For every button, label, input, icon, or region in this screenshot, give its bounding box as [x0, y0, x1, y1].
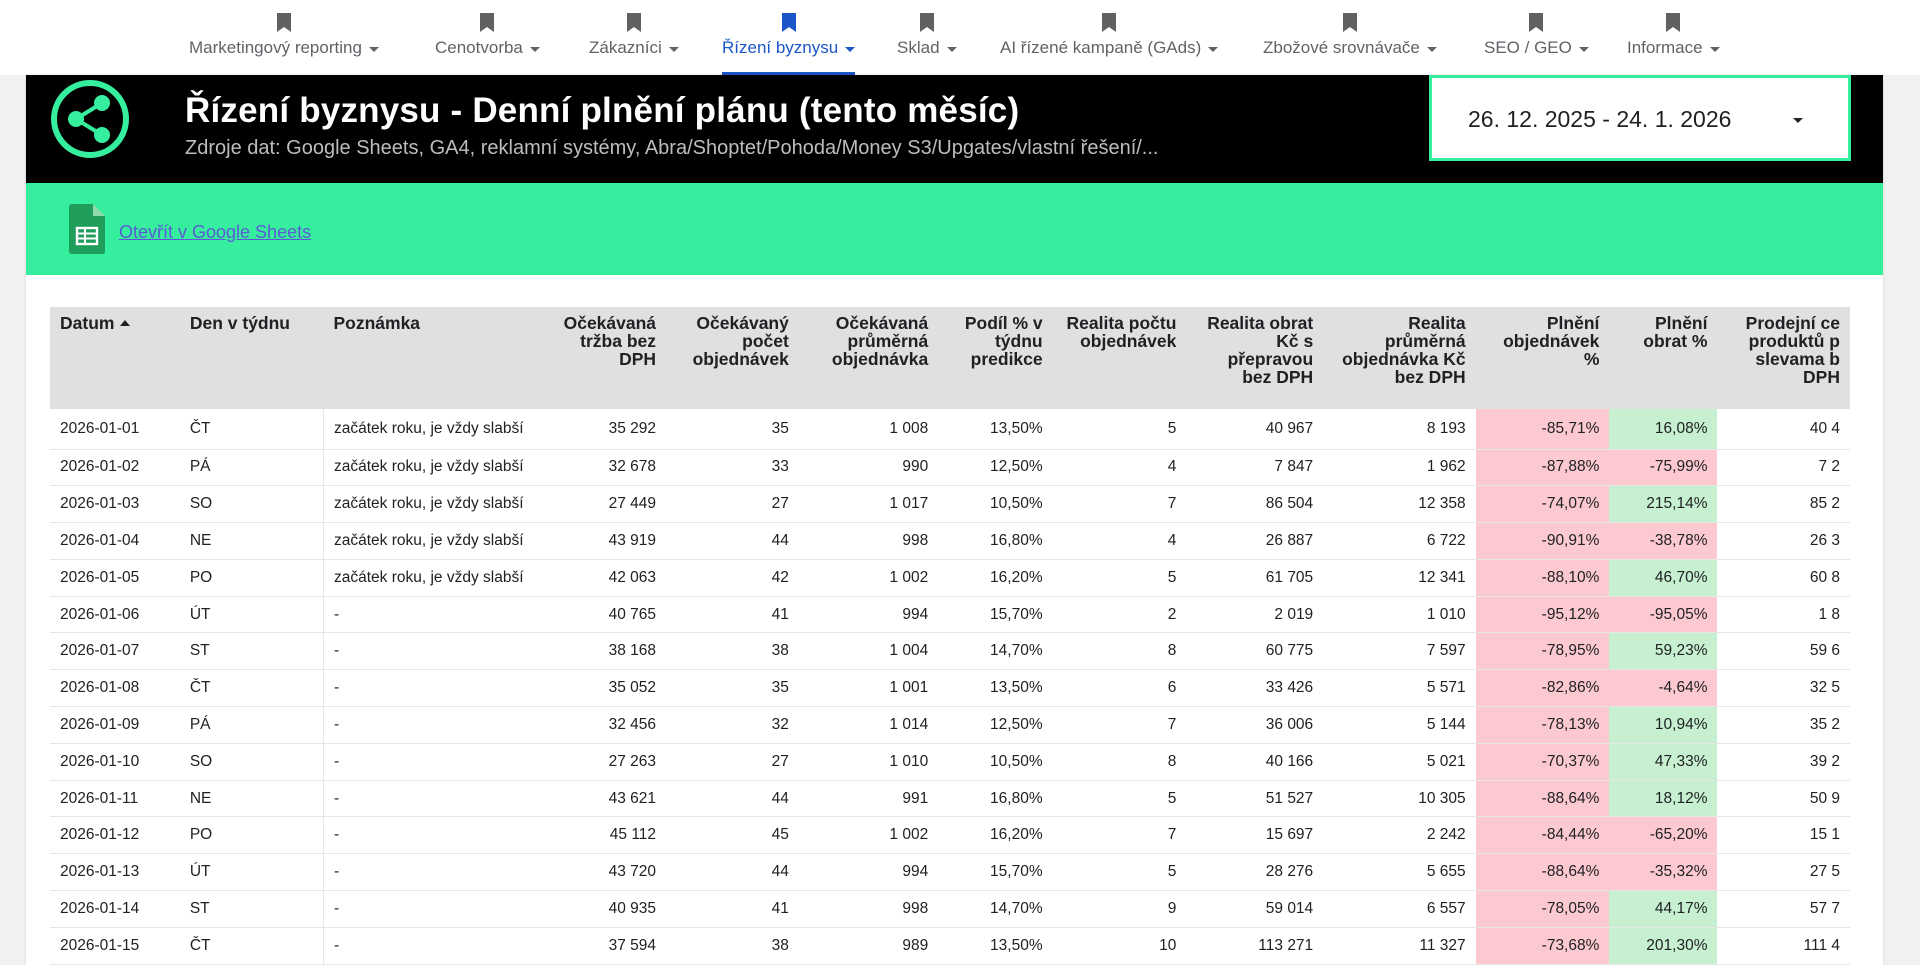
table-cell: 42	[666, 559, 799, 596]
column-header-label: Očekávaný počet objednávek	[692, 313, 789, 369]
table-row[interactable]	[50, 449, 1850, 486]
table-cell: 40 765	[539, 596, 666, 633]
chevron-down-icon	[1793, 118, 1803, 123]
table-cell: 60 775	[1186, 633, 1323, 670]
table-cell: 16,20%	[938, 817, 1052, 854]
table-cell: začátek roku, je vždy slabší	[323, 486, 539, 523]
table-cell: začátek roku, je vždy slabší	[323, 559, 539, 596]
table-cell: 43 621	[539, 780, 666, 817]
column-header[interactable]	[1323, 307, 1475, 409]
table-cell: 59 014	[1186, 891, 1323, 928]
column-header[interactable]	[799, 307, 938, 409]
table-cell: 1 004	[799, 633, 938, 670]
table-cell: 2026-01-14	[50, 891, 180, 928]
table-cell: -73,68%	[1476, 927, 1610, 964]
table-cell: 47,33%	[1609, 743, 1717, 780]
table-row[interactable]	[50, 743, 1850, 780]
nav-item-text: Sklad	[897, 38, 940, 57]
nav-item-label	[1484, 38, 1589, 58]
date-range-picker[interactable]	[1429, 75, 1851, 161]
table-cell: 990	[799, 449, 938, 486]
caret-down-icon	[1579, 47, 1589, 52]
column-header[interactable]	[1717, 307, 1850, 409]
open-google-sheets-link[interactable]: Otevřít v Google Sheets	[119, 222, 312, 242]
table-row[interactable]	[50, 633, 1850, 670]
table-cell: 8	[1053, 743, 1187, 780]
table-cell: 59,23%	[1609, 633, 1717, 670]
links-banner	[26, 183, 1883, 275]
table-cell: 2026-01-12	[50, 817, 180, 854]
nav-item-text: AI řízené kampaně (GAds)	[1000, 38, 1202, 57]
column-header[interactable]	[1476, 307, 1610, 409]
table-cell: -78,05%	[1476, 891, 1610, 928]
table-cell: 35 052	[539, 670, 666, 707]
column-header-label: Očekávaná průměrná objednávka	[831, 313, 929, 369]
caret-down-icon	[1427, 47, 1437, 52]
table-cell: 5	[1053, 409, 1187, 449]
table-cell: 27 5	[1717, 854, 1850, 891]
table-cell: -84,44%	[1476, 817, 1610, 854]
bookmark-icon	[1343, 13, 1357, 32]
table-body	[50, 409, 1850, 964]
table-cell: 13,50%	[938, 927, 1052, 964]
table-cell: 10,50%	[938, 743, 1052, 780]
table-cell: 994	[799, 854, 938, 891]
column-header-label: Realita počtu objednávek	[1066, 313, 1177, 351]
table-cell: 5	[1053, 854, 1187, 891]
column-header[interactable]	[539, 307, 666, 409]
column-header[interactable]	[180, 307, 324, 409]
table-cell: 5	[1053, 780, 1187, 817]
table-cell: 2026-01-15	[50, 927, 180, 964]
table-cell: 60 8	[1717, 559, 1850, 596]
table-cell: 51 527	[1186, 780, 1323, 817]
table-cell: 40 166	[1186, 743, 1323, 780]
table-cell: 2 242	[1323, 817, 1475, 854]
nav-item-label	[1263, 38, 1437, 58]
table-row[interactable]	[50, 891, 1850, 928]
table-cell: -	[323, 670, 539, 707]
table-cell: 15,70%	[938, 854, 1052, 891]
daily-plan-table-container[interactable]	[50, 307, 1850, 965]
caret-down-icon	[1710, 47, 1720, 52]
table-cell: 111 4	[1717, 927, 1850, 964]
table-cell: 16,80%	[938, 523, 1052, 560]
nav-item-label	[189, 38, 379, 58]
table-cell: PÁ	[180, 707, 324, 744]
table-cell: 86 504	[1186, 486, 1323, 523]
daily-plan-table	[50, 307, 1850, 965]
table-cell: 44	[666, 780, 799, 817]
table-cell: 11 327	[1323, 927, 1475, 964]
nav-item-text: SEO / GEO	[1484, 38, 1572, 57]
nav-item-rizeni-byznysu[interactable]	[722, 0, 855, 75]
table-cell: NE	[180, 523, 324, 560]
caret-down-icon	[530, 47, 540, 52]
table-cell: -88,10%	[1476, 559, 1610, 596]
table-cell: 7	[1053, 817, 1187, 854]
table-cell: 7 2	[1717, 449, 1850, 486]
caret-down-icon	[947, 47, 957, 52]
table-cell: 32 5	[1717, 670, 1850, 707]
table-cell: -	[323, 854, 539, 891]
table-cell: -74,07%	[1476, 486, 1610, 523]
table-cell: 10 305	[1323, 780, 1475, 817]
table-cell: 2026-01-02	[50, 449, 180, 486]
table-cell: 2026-01-03	[50, 486, 180, 523]
table-cell: 2026-01-08	[50, 670, 180, 707]
table-cell: 85 2	[1717, 486, 1850, 523]
table-cell: 36 006	[1186, 707, 1323, 744]
table-cell: 27	[666, 743, 799, 780]
nav-item-text: Cenotvorba	[435, 38, 523, 57]
table-cell: 1 001	[799, 670, 938, 707]
table-cell: 16,80%	[938, 780, 1052, 817]
column-header-label: Plnění obrat %	[1643, 313, 1708, 351]
table-cell: 35	[666, 409, 799, 449]
bookmark-icon	[627, 13, 641, 32]
sort-ascending-icon	[120, 320, 130, 326]
table-cell: 16,08%	[1609, 409, 1717, 449]
table-cell: -38,78%	[1609, 523, 1717, 560]
table-cell: -95,05%	[1609, 596, 1717, 633]
table-cell: 12,50%	[938, 707, 1052, 744]
table-cell: 27	[666, 486, 799, 523]
table-cell: 38	[666, 633, 799, 670]
table-cell: 6 557	[1323, 891, 1475, 928]
table-cell: 35	[666, 670, 799, 707]
nav-item-label	[589, 38, 679, 58]
column-header[interactable]	[1186, 307, 1323, 409]
table-cell: ČT	[180, 409, 324, 449]
table-cell: ÚT	[180, 596, 324, 633]
column-header-label: Podíl % v týdnu predikce	[964, 313, 1043, 369]
table-cell: 12,50%	[938, 449, 1052, 486]
table-cell: 39 2	[1717, 743, 1850, 780]
bookmark-icon	[1666, 13, 1680, 32]
table-cell: 9	[1053, 891, 1187, 928]
nav-item-text: Zbožové srovnávače	[1263, 38, 1420, 57]
table-cell: 10,94%	[1609, 707, 1717, 744]
table-cell: 38 168	[539, 633, 666, 670]
column-header[interactable]	[323, 307, 539, 409]
table-cell: 26 3	[1717, 523, 1850, 560]
table-cell: 1 017	[799, 486, 938, 523]
table-cell: -70,37%	[1476, 743, 1610, 780]
page-title: Řízení byznysu - Denní plnění plánu (tento měsíc)	[185, 91, 1020, 130]
table-cell: začátek roku, je vždy slabší	[323, 523, 539, 560]
column-header-label: Datum	[60, 313, 115, 333]
table-cell: 5 655	[1323, 854, 1475, 891]
table-cell: -	[323, 633, 539, 670]
table-cell: 13,50%	[938, 670, 1052, 707]
table-cell: -	[323, 780, 539, 817]
table-cell: 46,70%	[1609, 559, 1717, 596]
table-cell: 40 935	[539, 891, 666, 928]
table-cell: začátek roku, je vždy slabší	[323, 449, 539, 486]
table-row[interactable]	[50, 670, 1850, 707]
table-cell: 44	[666, 854, 799, 891]
table-cell: 59 6	[1717, 633, 1850, 670]
table-cell: 201,30%	[1609, 927, 1717, 964]
nav-item-zakaznici[interactable]	[589, 0, 679, 75]
table-cell: 44	[666, 523, 799, 560]
table-cell: 28 276	[1186, 854, 1323, 891]
table-cell: 12 358	[1323, 486, 1475, 523]
table-row[interactable]	[50, 409, 1850, 449]
table-cell: PO	[180, 559, 324, 596]
nav-item-seo-geo[interactable]	[1484, 0, 1589, 75]
table-cell: ST	[180, 891, 324, 928]
table-cell: -65,20%	[1609, 817, 1717, 854]
table-cell: 2026-01-13	[50, 854, 180, 891]
table-cell: -78,95%	[1476, 633, 1610, 670]
table-cell: 33	[666, 449, 799, 486]
caret-down-icon	[1208, 47, 1218, 52]
table-cell: ÚT	[180, 854, 324, 891]
page-subtitle: Zdroje dat: Google Sheets, GA4, reklamní systémy, Abra/Shoptet/Pohoda/Money S3/Upgates/vlastní řešení/...	[185, 137, 1159, 159]
table-cell: 13,50%	[938, 409, 1052, 449]
table-cell: 41	[666, 891, 799, 928]
table-cell: PO	[180, 817, 324, 854]
table-cell: 2026-01-11	[50, 780, 180, 817]
table-cell: 2026-01-07	[50, 633, 180, 670]
column-header-label: Očekávaná tržba bez DPH	[563, 313, 657, 369]
table-cell: -82,86%	[1476, 670, 1610, 707]
table-cell: 5 571	[1323, 670, 1475, 707]
table-cell: 7	[1053, 486, 1187, 523]
report-page	[26, 75, 1883, 965]
table-cell: 57 7	[1717, 891, 1850, 928]
table-cell: 35 2	[1717, 707, 1850, 744]
table-cell: 1 8	[1717, 596, 1850, 633]
caret-down-icon	[845, 47, 855, 52]
table-cell: 8 193	[1323, 409, 1475, 449]
table-cell: 994	[799, 596, 938, 633]
bookmark-icon	[1529, 13, 1543, 32]
table-cell: -75,99%	[1609, 449, 1717, 486]
table-cell: 41	[666, 596, 799, 633]
report-header	[26, 75, 1883, 183]
table-cell: -88,64%	[1476, 854, 1610, 891]
table-cell: 2026-01-10	[50, 743, 180, 780]
table-cell: ST	[180, 633, 324, 670]
nav-item-marketingovy-reporting[interactable]	[189, 0, 379, 75]
nav-item-label	[1627, 38, 1720, 58]
table-cell: 2026-01-09	[50, 707, 180, 744]
nav-item-sklad[interactable]	[897, 0, 957, 75]
table-cell: 27 449	[539, 486, 666, 523]
table-cell: 15,70%	[938, 596, 1052, 633]
table-cell: 2026-01-06	[50, 596, 180, 633]
table-cell: 44,17%	[1609, 891, 1717, 928]
table-cell: 1 014	[799, 707, 938, 744]
table-row[interactable]	[50, 596, 1850, 633]
table-cell: 2026-01-05	[50, 559, 180, 596]
bookmark-icon	[277, 13, 291, 32]
table-cell: 12 341	[1323, 559, 1475, 596]
table-cell: 113 271	[1186, 927, 1323, 964]
table-cell: -95,12%	[1476, 596, 1610, 633]
table-cell: 5 144	[1323, 707, 1475, 744]
table-cell: 2 019	[1186, 596, 1323, 633]
table-cell: -	[323, 891, 539, 928]
table-cell: 40 4	[1717, 409, 1850, 449]
bookmark-icon	[480, 13, 494, 32]
table-row[interactable]	[50, 523, 1850, 560]
caret-down-icon	[369, 47, 379, 52]
table-cell: 26 887	[1186, 523, 1323, 560]
table-cell: -	[323, 596, 539, 633]
table-cell: 15 1	[1717, 817, 1850, 854]
table-cell: 7 847	[1186, 449, 1323, 486]
table-cell: 42 063	[539, 559, 666, 596]
nav-item-label	[1000, 38, 1218, 58]
table-cell: 45	[666, 817, 799, 854]
date-range-value: 26. 12. 2025 - 24. 1. 2026	[1468, 106, 1732, 132]
nav-item-label	[722, 38, 855, 58]
table-cell: 40 967	[1186, 409, 1323, 449]
table-cell: 35 292	[539, 409, 666, 449]
table-cell: 998	[799, 891, 938, 928]
table-cell: 6	[1053, 670, 1187, 707]
table-cell: ČT	[180, 927, 324, 964]
table-cell: 991	[799, 780, 938, 817]
table-cell: 6 722	[1323, 523, 1475, 560]
column-header-label: Prodejní ce produktů p slevama b DPH	[1745, 313, 1840, 387]
table-cell: 2026-01-04	[50, 523, 180, 560]
column-header-label: Poznámka	[333, 313, 421, 333]
nav-item-cenotvorba[interactable]	[435, 0, 540, 75]
table-row[interactable]	[50, 707, 1850, 744]
bookmark-icon	[782, 13, 796, 32]
table-cell: -87,88%	[1476, 449, 1610, 486]
column-header[interactable]	[666, 307, 799, 409]
table-cell: -	[323, 927, 539, 964]
table-header-row	[50, 307, 1850, 409]
table-cell: 1 008	[799, 409, 938, 449]
table-cell: 1 002	[799, 559, 938, 596]
nav-item-zbozove-srovnavace[interactable]	[1263, 0, 1437, 75]
table-cell: 15 697	[1186, 817, 1323, 854]
table-row[interactable]	[50, 559, 1850, 596]
column-header[interactable]	[938, 307, 1052, 409]
table-cell: -	[323, 817, 539, 854]
table-cell: 4	[1053, 523, 1187, 560]
table-cell: 998	[799, 523, 938, 560]
nav-item-ai-rizene-kampane-gads[interactable]	[1000, 0, 1218, 75]
table-cell: NE	[180, 780, 324, 817]
table-row[interactable]	[50, 486, 1850, 523]
table-cell: 37 594	[539, 927, 666, 964]
table-cell: 10	[1053, 927, 1187, 964]
nav-item-text: Informace	[1627, 38, 1703, 57]
top-navigation	[0, 0, 1920, 75]
table-cell: -90,91%	[1476, 523, 1610, 560]
column-header-label: Realita obrat Kč s přepravou bez DPH	[1207, 313, 1314, 387]
column-header-label: Den v týdnu	[189, 313, 290, 333]
table-cell: 215,14%	[1609, 486, 1717, 523]
table-cell: 61 705	[1186, 559, 1323, 596]
caret-down-icon	[669, 47, 679, 52]
table-cell: SO	[180, 486, 324, 523]
nav-item-label	[897, 38, 957, 58]
share-icon	[50, 79, 130, 159]
nav-item-text: Marketingový reporting	[189, 38, 362, 57]
table-cell: 50 9	[1717, 780, 1850, 817]
table-cell: 2	[1053, 596, 1187, 633]
table-cell: 8	[1053, 633, 1187, 670]
nav-item-informace[interactable]	[1627, 0, 1720, 75]
table-cell: začátek roku, je vždy slabší	[323, 409, 539, 449]
table-cell: ČT	[180, 670, 324, 707]
table-cell: 1 010	[799, 743, 938, 780]
table-cell: 1 010	[1323, 596, 1475, 633]
table-cell: 27 263	[539, 743, 666, 780]
table-cell: 5 021	[1323, 743, 1475, 780]
bookmark-icon	[1102, 13, 1116, 32]
table-cell: 7	[1053, 707, 1187, 744]
table-row[interactable]	[50, 927, 1850, 964]
table-row[interactable]	[50, 780, 1850, 817]
table-cell: 1 962	[1323, 449, 1475, 486]
table-cell: 18,12%	[1609, 780, 1717, 817]
table-cell: 7 597	[1323, 633, 1475, 670]
table-cell: -85,71%	[1476, 409, 1610, 449]
table-cell: 5	[1053, 559, 1187, 596]
table-cell: -78,13%	[1476, 707, 1610, 744]
table-cell: 989	[799, 927, 938, 964]
column-header-label: Realita průměrná objednávka Kč bez DPH	[1342, 313, 1466, 387]
table-cell: 38	[666, 927, 799, 964]
table-cell: PÁ	[180, 449, 324, 486]
table-cell: 43 919	[539, 523, 666, 560]
table-cell: -35,32%	[1609, 854, 1717, 891]
table-cell: 32 678	[539, 449, 666, 486]
table-cell: -88,64%	[1476, 780, 1610, 817]
table-cell: 32 456	[539, 707, 666, 744]
table-cell: 10,50%	[938, 486, 1052, 523]
table-cell: 16,20%	[938, 559, 1052, 596]
column-header[interactable]	[1609, 307, 1717, 409]
table-cell: 14,70%	[938, 891, 1052, 928]
table-cell: 43 720	[539, 854, 666, 891]
table-cell: 33 426	[1186, 670, 1323, 707]
table-cell: 45 112	[539, 817, 666, 854]
table-row[interactable]	[50, 854, 1850, 891]
column-header-label: Plnění objednávek %	[1503, 313, 1600, 369]
table-cell: 2026-01-01	[50, 409, 180, 449]
table-row[interactable]	[50, 817, 1850, 854]
nav-item-text: Zákazníci	[589, 38, 662, 57]
column-header[interactable]	[1053, 307, 1187, 409]
table-cell: -	[323, 707, 539, 744]
table-cell: SO	[180, 743, 324, 780]
table-cell: 32	[666, 707, 799, 744]
google-sheets-icon[interactable]	[69, 204, 105, 254]
nav-item-label	[435, 38, 540, 58]
table-cell: -	[323, 743, 539, 780]
column-header[interactable]	[50, 307, 180, 409]
table-cell: -4,64%	[1609, 670, 1717, 707]
bookmark-icon	[920, 13, 934, 32]
table-cell: 4	[1053, 449, 1187, 486]
nav-item-text: Řízení byznysu	[722, 38, 839, 57]
table-cell: 14,70%	[938, 633, 1052, 670]
table-cell: 1 002	[799, 817, 938, 854]
